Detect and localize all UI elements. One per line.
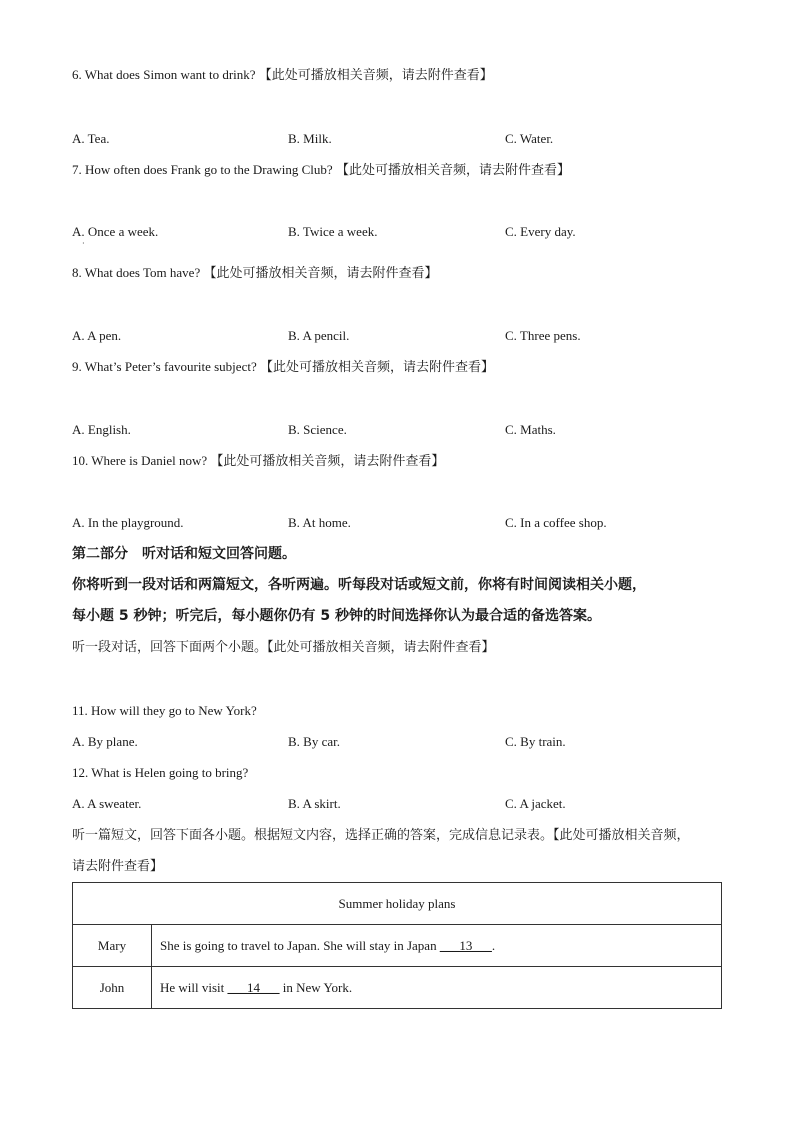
option-12c: C. A jacket. <box>505 796 566 811</box>
question-text: 10. Where is Daniel now? <box>72 453 208 468</box>
option-6b: B. Milk. <box>288 131 332 146</box>
audio-note: 【此处可播放相关音频，请去附件查看】 <box>259 360 494 375</box>
stray-dot: · <box>82 239 85 248</box>
row-text: He will visit ___14___ in New York. <box>152 967 722 1009</box>
info-record-table <box>72 882 722 1009</box>
option-11b: B. By car. <box>288 734 340 749</box>
option-12b: B. A skirt. <box>288 796 341 811</box>
question-text: 7. How often does Frank go to the Drawing Club? <box>72 162 333 177</box>
option-9a: A. English. <box>72 422 131 437</box>
table-header-row <box>73 883 722 925</box>
option-8c: C. Three pens. <box>505 328 581 343</box>
question-6 <box>72 66 493 85</box>
table-header: Summer holiday plans <box>73 883 722 925</box>
option-8a: A. A pen. <box>72 328 122 343</box>
table-row <box>73 925 722 967</box>
option-10c: C. In a coffee shop. <box>505 515 607 530</box>
row-name: John <box>73 967 152 1009</box>
passage-intro-1: 听一篇短文，回答下面各小题。根据短文内容，选择正确的答案，完成信息记录表。【此处可播放相关音频， <box>72 828 690 843</box>
audio-note: 【此处可播放相关音频，请去附件查看】 <box>203 266 438 281</box>
question-11: 11. How will they go to New York? <box>72 703 257 718</box>
question-7 <box>72 161 570 180</box>
option-9c: C. Maths. <box>505 422 556 437</box>
option-7c: C. Every day. <box>505 224 576 239</box>
audio-note: 【此处可播放相关音频，请去附件查看】 <box>210 454 445 469</box>
option-7a: A. Once a week. <box>72 224 159 239</box>
passage-intro-2: 请去附件查看】 <box>72 859 164 874</box>
option-11c: C. By train. <box>505 734 566 749</box>
question-text: 9. What’s Peter’s favourite subject? <box>72 359 257 374</box>
option-7b: B. Twice a week. <box>288 224 378 239</box>
question-12: 12. What is Helen going to bring? <box>72 765 249 780</box>
option-8b: B. A pencil. <box>288 328 350 343</box>
dialogue-intro: 听一段对话，回答下面两个小题。【此处可播放相关音频，请去附件查看】 <box>72 640 495 655</box>
option-6a: A. Tea. <box>72 131 110 146</box>
option-11a: A. By plane. <box>72 734 138 749</box>
option-6c: C. Water. <box>505 131 554 146</box>
blank-14: ___14___ <box>227 979 280 995</box>
table-row <box>73 967 722 1009</box>
part2-instructions-2: 每小题 5 秒钟；听完后，每小题你仍有 5 秒钟的时间选择你认为最合适的备选答案。 <box>72 608 601 624</box>
question-9 <box>72 358 494 377</box>
option-12a: A. A sweater. <box>72 796 142 811</box>
question-text: 6. What does Simon want to drink? <box>72 67 256 82</box>
row-name: Mary <box>73 925 152 967</box>
question-8 <box>72 264 437 283</box>
option-9b: B. Science. <box>288 422 347 437</box>
option-10a: A. In the playground. <box>72 515 184 530</box>
part2-instructions-1: 你将听到一段对话和两篇短文，各听两遍。听每段对话或短文前，你将有时间阅读相关小题， <box>72 577 646 593</box>
audio-note: 【此处可播放相关音频，请去附件查看】 <box>335 163 570 178</box>
blank-13: ___13___ <box>439 937 492 953</box>
audio-note: 【此处可播放相关音频，请去附件查看】 <box>258 68 493 83</box>
option-10b: B. At home. <box>288 515 351 530</box>
question-text: 8. What does Tom have? <box>72 265 201 280</box>
row-text: She is going to travel to Japan. She will stay in Japan ___13___. <box>152 925 722 967</box>
question-10 <box>72 452 444 471</box>
part2-title: 第二部分 听对话和短文回答问题。 <box>72 546 296 562</box>
